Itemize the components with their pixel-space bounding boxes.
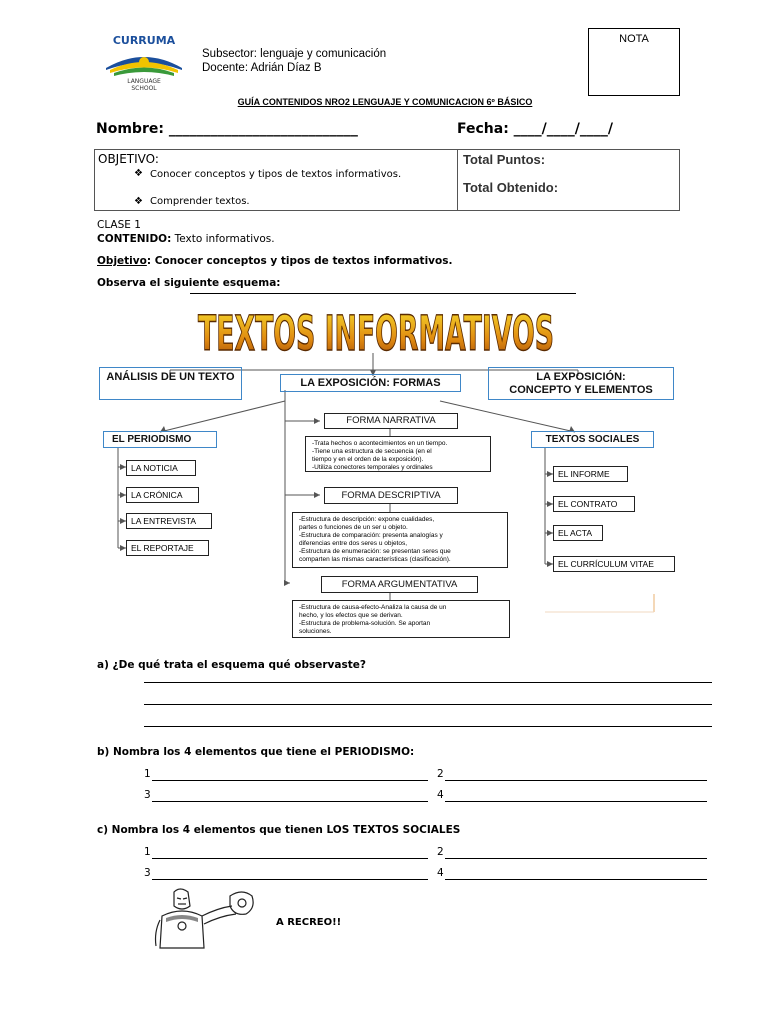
diagram-title-text: TEXTOS INFORMATIVOS <box>198 305 554 362</box>
question-a: a) ¿De qué trata el esquema qué observaste? <box>97 659 366 671</box>
answer-line[interactable] <box>144 704 712 705</box>
argumentativa-text-box: -Estructura de causa-efecto-Analiza la causa de un hecho, y los efectos que se derivan. -Estructura de problema-solución. Se aportan soluciones. <box>292 600 510 638</box>
guide-title: GUÍA CONTENIDOS NRO2 LENGUAJE Y COMUNICACION 6º BÁSICO <box>237 97 533 107</box>
box-forma-argumentativa: FORMA ARGUMENTATIVA <box>321 576 478 593</box>
objetivo-item-1: Conocer conceptos y tipos de textos informativos. <box>150 169 402 180</box>
answer-number: 3 <box>144 867 151 879</box>
box-periodismo: EL PERIODISMO <box>103 431 217 448</box>
box-analisis-texto: ANÁLISIS DE UN TEXTO <box>99 367 242 400</box>
answer-number: 1 <box>144 846 151 858</box>
narrativa-text-box: -Trata hechos o acontecimientos en un tiempo. -Tiene una estructura de secuencia (en el tiempo y en el orden de la exposición). -Utiliza conectores temporales y ordinales <box>305 436 491 472</box>
answer-number: 4 <box>437 867 444 879</box>
answer-line[interactable] <box>445 780 707 781</box>
sociales-item: EL CURRÍCULUM VITAE <box>553 556 675 572</box>
logo-text-top: CURRUMA <box>112 34 176 47</box>
subsector-text: Subsector: lenguaje y comunicación <box>202 48 387 60</box>
nota-box: NOTA <box>588 28 680 96</box>
clase-label: CLASE 1 <box>97 219 141 231</box>
descriptiva-text-box: -Estructura de descripción: expone cualidades, partes o funciones de un ser u objeto. -Estructura de comparación: presenta analogías y diferencias entre dos seres u objetos, -Estructura de enumeración: se presentan seres que comparten las mismas características (clasificación). <box>292 512 508 568</box>
answer-line[interactable] <box>144 682 712 683</box>
box-forma-narrativa: FORMA NARRATIVA <box>324 413 458 429</box>
sociales-item: EL INFORME <box>553 466 628 482</box>
fecha-field[interactable]: Fecha: ____/____/____/ <box>457 121 614 137</box>
answer-line[interactable] <box>445 801 707 802</box>
objetivo-title: OBJETIVO: <box>98 152 159 166</box>
logo-text-bottom-1: LANGUAGE <box>127 78 161 85</box>
periodismo-item: LA NOTICIA <box>126 460 196 476</box>
objetivo-label: Objetivo <box>97 255 147 267</box>
answer-line[interactable] <box>144 726 712 727</box>
question-c: c) Nombra los 4 elementos que tienen LOS TEXTOS SOCIALES <box>97 824 461 836</box>
answer-line[interactable] <box>445 858 707 859</box>
sociales-item: EL ACTA <box>553 525 603 541</box>
recreo-text: A RECREO!! <box>276 917 342 928</box>
answer-number: 2 <box>437 768 444 780</box>
answer-number: 4 <box>437 789 444 801</box>
box-exposicion-formas: LA EXPOSICIÓN: FORMAS <box>280 374 461 392</box>
box-textos-sociales: TEXTOS SOCIALES <box>531 431 654 448</box>
objetivo-value: : Conocer conceptos y tipos de textos informativos. <box>146 255 453 267</box>
answer-number: 1 <box>144 768 151 780</box>
total-puntos: Total Puntos: <box>463 152 546 167</box>
answer-line[interactable] <box>152 858 428 859</box>
observa-text: Observa el siguiente esquema: <box>97 277 281 289</box>
docente-text: Docente: Adrián Díaz B <box>202 62 322 74</box>
question-b: b) Nombra los 4 elementos que tiene el PERIODISMO: <box>97 746 415 758</box>
bullet-icon: ❖ <box>134 196 143 207</box>
answer-number: 3 <box>144 789 151 801</box>
iron-man-illustration <box>152 886 262 948</box>
answer-line[interactable] <box>152 801 428 802</box>
box-forma-descriptiva: FORMA DESCRIPTIVA <box>324 487 458 504</box>
sociales-item: EL CONTRATO <box>553 496 635 512</box>
contenido-value: Texto informativos. <box>174 233 275 245</box>
total-obtenido: Total Obtenido: <box>463 180 559 195</box>
objetivo-item-2: Comprender textos. <box>150 196 250 207</box>
logo-text-bottom-2: SCHOOL <box>131 85 157 92</box>
nombre-field[interactable]: Nombre: ___________________________ <box>96 121 358 137</box>
periodismo-item: EL REPORTAJE <box>126 540 209 556</box>
box-exposicion-concepto: LA EXPOSICIÓN: CONCEPTO Y ELEMENTOS <box>488 367 674 400</box>
bullet-icon: ❖ <box>134 168 143 179</box>
periodismo-item: LA ENTREVISTA <box>126 513 212 529</box>
periodismo-item: LA CRÓNICA <box>126 487 199 503</box>
answer-line[interactable] <box>152 879 428 880</box>
contenido-label: CONTENIDO: <box>97 233 172 245</box>
answer-line[interactable] <box>445 879 707 880</box>
answer-line[interactable] <box>152 780 428 781</box>
answer-number: 2 <box>437 846 444 858</box>
